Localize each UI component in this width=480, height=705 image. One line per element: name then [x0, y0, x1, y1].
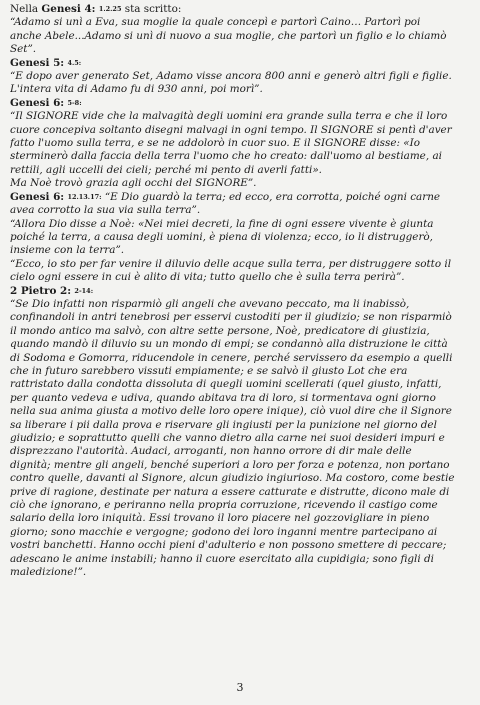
verse-reference: 5-8: [67, 98, 82, 107]
quote-line: anche Abele...Adamo si unì di nuovo a sua moglie, che partorì un figlio e lo chiamò [10, 29, 447, 42]
quote-line: fatto l'uomo sulla terra, e se ne addolorò in cuor suo. E il SIGNORE disse: «Io [10, 137, 421, 150]
heading-line [10, 57, 470, 70]
quote-line: quando mandò il diluvio su un mondo di empi; se condannò alla distruzione le città [10, 338, 448, 351]
quote-line: confinandoli in antri tenebrosi per esservi custoditi per il giudizio; se non risparmiò [10, 311, 452, 324]
quote-line: contro quelle, davanti al Signore, alcun giudizio ingiurioso. Ma costoro, come bestie [10, 472, 455, 485]
quote-line: “E dopo aver generato Set, Adamo visse ancora 800 anni e generò altri figli e figlie. [10, 70, 452, 83]
quote-line: poiché la terra, a causa degli uomini, è piena di violenza; ecco, io li distruggerò, [10, 230, 433, 243]
verse-reference: 1.2.25 [98, 5, 122, 13]
quote-line: rettili, agli uccelli dei cieli; perché mi pento di averli fatti». [10, 163, 322, 176]
quote-line: maledizione!”. [10, 566, 87, 579]
quote-line: prive di ragione, destinate per natura a essere catturate e distrutte, dicono male di [10, 485, 450, 498]
quote-line: di Sodoma e Gomorra, riducendole in cenere, perché servissero da esempio a quelli [10, 351, 453, 364]
quote-line: “Ecco, io sto per far venire il diluvio delle acque sulla terra, per distruggere sotto il [10, 257, 452, 270]
verse-reference: 12.13.17: [67, 192, 102, 201]
quote-line: Set”. [10, 43, 37, 56]
quote-line: insieme con la terra”. [10, 244, 125, 257]
quote-line: cielo ogni essere in cui è alito di vita; tutto quello che è sulla terra perirà”. [10, 271, 405, 284]
quote-line: salario della loro iniquità. Essi trovano il loro piacere nel gozzovigliare in pieno [10, 512, 430, 525]
heading-line [10, 191, 470, 204]
quote-line: L'intera vita di Adamo fu di 930 anni, poi morì”. [10, 83, 263, 96]
quote-line: vostri banchetti. Hanno occhi pieni d'adulterio e non possono smettere di peccare; [10, 539, 447, 552]
quote-line: “Se Dio infatti non risparmiò gli angeli che avevano peccato, ma li inabissò, [10, 297, 410, 310]
verse-reference: 4.5: [67, 58, 82, 67]
heading-line [10, 3, 470, 16]
document-body [10, 3, 470, 579]
quote-line: adescano le anime instabili; hanno il cuore esercitato alla cupidigia; sono figli di [10, 552, 434, 565]
quote-line: che in futuro sarebbero vissuti empiamente; e se salvò il giusto Lot che era [10, 364, 408, 377]
quote-line: cuore concepiva soltanto disegni malvagi in ogni tempo. Il SIGNORE si pentì d'aver [10, 123, 452, 136]
quote-line: per quanto vedeva e udiva, quando abitava tra di loro, si tormentava ogni giorno [10, 391, 436, 404]
quote-text: “E Dio guardò la terra; ed ecco, era corrotta, poiché ogni carne [101, 190, 441, 203]
quote-line: nella sua anima giusta a motivo delle loro opere inique), ciò vuol dire che il Signore [10, 405, 452, 418]
scripture-block [10, 285, 470, 580]
quote-line: sterminerò dalla faccia della terra l'uomo che ho creato: dall'uomo al bestiame, ai [10, 150, 442, 163]
scripture-heading: Genesi 6: [10, 190, 65, 203]
quote-line: sa liberare i pii dalla prova e riservare gli ingiusti per la punizione nel giorno del [10, 418, 437, 431]
verse-reference: 2-14: [74, 286, 94, 295]
heading-suffix: sta scritto: [121, 3, 182, 15]
page-number: 3 [236, 681, 244, 694]
quote-line: ciò che ignorano, e periranno nella propria corruzione, ricevendo il castigo come [10, 499, 438, 512]
scripture-heading: Genesi 6: [10, 96, 65, 109]
heading-prefix: Nella [10, 3, 42, 15]
scripture-block [10, 3, 470, 57]
scripture-heading: 2 Pietro 2: [10, 284, 72, 297]
quote-line: disprezzano l'autorità. Audaci, arroganti, non hanno orrore di dir male delle [10, 445, 412, 458]
scripture-block [10, 57, 470, 97]
quote-line: rattristato dalla condotta dissoluta di quegli uomini scellerati (quel giusto, infatti, [10, 378, 442, 391]
quote-line: il mondo antico ma salvò, con altre sette persone, Noè, predicatore di giustizia, [10, 324, 430, 337]
scripture-heading: Genesi 4: [41, 3, 96, 15]
quote-line: “Il SIGNORE vide che la malvagità degli uomini era grande sulla terra e che il loro [10, 110, 448, 123]
heading-line [10, 285, 470, 298]
quote-line: dignità; mentre gli angeli, benché superiori a loro per forza e potenza, non portano [10, 458, 450, 471]
quote-line: giorno; sono macchie e vergogne; godono dei loro inganni mentre partecipano ai [10, 525, 438, 538]
quote-line: “Adamo si unì a Eva, sua moglie la quale concepì e partorì Caino… Partorì poi [10, 16, 421, 29]
quote-line: giudizio; e soprattutto quelli che vanno dietro alla carne nei suoi desideri impuri e [10, 432, 445, 444]
quote-line: “Allora Dio disse a Noè: «Nei miei decreti, la fine di ogni essere vivente è giunta [10, 217, 434, 230]
quote-line: avea corrotto la sua via sulla terra”. [10, 204, 201, 217]
scripture-block [10, 191, 470, 285]
quote-line: Ma Noè trovò grazia agli occhi del SIGNORE”. [10, 177, 257, 190]
heading-line [10, 97, 470, 110]
scripture-block [10, 97, 470, 191]
scripture-heading: Genesi 5: [10, 56, 65, 69]
